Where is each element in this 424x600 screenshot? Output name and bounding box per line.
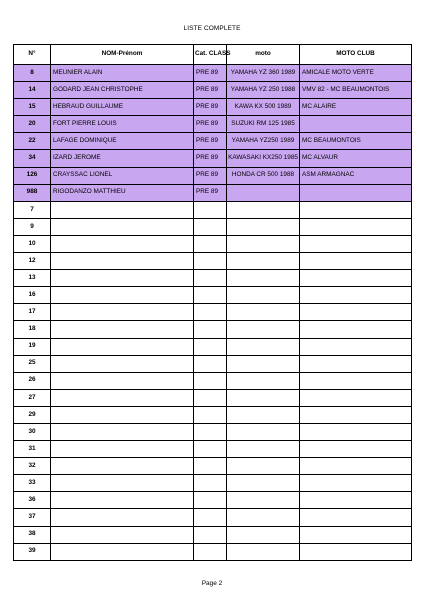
table-row [14,389,412,406]
cell-moto [227,253,300,270]
cell-num: 17 [14,304,51,321]
table-row [14,475,412,492]
cell-name [51,270,194,287]
table-row [14,458,412,475]
table-row [14,184,412,201]
cell-name: IZARD JEROME [51,150,194,167]
cell-cat [194,287,227,304]
cell-moto [227,218,300,235]
cell-num: 27 [14,389,51,406]
cell-club [300,441,412,458]
cell-moto [227,372,300,389]
cell-cat [194,270,227,287]
cell-cat [194,355,227,372]
cell-moto: HONDA CR 500 1988 [227,167,300,184]
cell-cat [194,406,227,423]
cell-moto [227,441,300,458]
cell-num: 31 [14,441,51,458]
cell-cat [194,423,227,440]
cell-name [51,338,194,355]
cell-name: HEBRAUD GUILLAUME [51,99,194,116]
cell-club: VMV 82 - MC BEAUMONTOIS [300,82,412,99]
cell-moto [227,287,300,304]
cell-cat [194,218,227,235]
cell-name [51,441,194,458]
cell-num: 13 [14,270,51,287]
table-header-row [14,45,412,65]
cell-club [300,355,412,372]
cell-club [300,304,412,321]
table-row [14,287,412,304]
table-row [14,99,412,116]
cell-num: 39 [14,543,51,560]
cell-moto: KAWASAKI KX250 1985 [227,150,300,167]
header-name: NOM-Prénom [51,45,194,65]
table-row [14,372,412,389]
cell-moto [227,475,300,492]
cell-num: 34 [14,150,51,167]
cell-club [300,218,412,235]
cell-num: 22 [14,133,51,150]
cell-cat: PRE 89 [194,99,227,116]
cell-club [300,253,412,270]
cell-cat [194,492,227,509]
cell-moto [227,492,300,509]
cell-name [51,372,194,389]
cell-club [300,492,412,509]
cell-cat: PRE 89 [194,184,227,201]
cell-name [51,218,194,235]
cell-moto [227,526,300,543]
header-num: N° [14,45,51,65]
cell-name [51,355,194,372]
table-row [14,509,412,526]
cell-num: 25 [14,355,51,372]
cell-moto: KAWA KX 500 1989 [227,99,300,116]
cell-name [51,304,194,321]
cell-name [51,543,194,560]
table-row [14,441,412,458]
cell-club [300,338,412,355]
cell-club [300,475,412,492]
cell-moto [227,423,300,440]
table-row [14,253,412,270]
cell-moto [227,201,300,218]
cell-name [51,389,194,406]
cell-moto: YAMAHA YZ 360 1989 [227,65,300,82]
cell-cat [194,338,227,355]
cell-num: 26 [14,372,51,389]
table-row [14,270,412,287]
table-row [14,167,412,184]
cell-name: FORT PIERRE LOUIS [51,116,194,133]
cell-cat [194,372,227,389]
cell-cat [194,235,227,252]
cell-club [300,116,412,133]
table-row [14,423,412,440]
cell-cat [194,389,227,406]
cell-club [300,372,412,389]
cell-moto [227,509,300,526]
table-row [14,406,412,423]
cell-num: 32 [14,458,51,475]
cell-name [51,423,194,440]
cell-club: AMICALE MOTO VERTE [300,65,412,82]
cell-moto [227,355,300,372]
cell-cat [194,441,227,458]
cell-num: 29 [14,406,51,423]
cell-num: 15 [14,99,51,116]
cell-name: RIGODANZO MATTHIEU [51,184,194,201]
cell-cat [194,526,227,543]
cell-moto [227,338,300,355]
cell-num: 30 [14,423,51,440]
table-row [14,304,412,321]
cell-num: 19 [14,338,51,355]
table-row [14,321,412,338]
cell-club: MC BEAUMONTOIS [300,133,412,150]
cell-club [300,270,412,287]
cell-moto [227,184,300,201]
cell-moto [227,235,300,252]
cell-club [300,389,412,406]
header-club: MOTO CLUB [300,45,412,65]
page-footer: Page 2 [201,580,223,587]
header-moto: moto [227,45,300,65]
table-row [14,235,412,252]
cell-num: 988 [14,184,51,201]
cell-num: 33 [14,475,51,492]
cell-moto [227,270,300,287]
cell-moto [227,389,300,406]
cell-num: 37 [14,509,51,526]
cell-num: 16 [14,287,51,304]
cell-club [300,423,412,440]
cell-cat [194,543,227,560]
cell-club [300,406,412,423]
cell-num: 14 [14,82,51,99]
cell-club [300,526,412,543]
table-row [14,65,412,82]
cell-cat [194,304,227,321]
cell-club [300,287,412,304]
cell-name [51,526,194,543]
cell-num: 36 [14,492,51,509]
cell-name: GODARD JEAN CHRISTOPHE [51,82,194,99]
cell-num: 10 [14,235,51,252]
table-body [14,65,412,561]
cell-name [51,253,194,270]
cell-club: MC ALVAUR [300,150,412,167]
header-cat: Cat. CLASS [194,45,227,65]
table-row [14,82,412,99]
cell-moto [227,321,300,338]
cell-club [300,543,412,560]
cell-name [51,406,194,423]
cell-cat: PRE 89 [194,65,227,82]
cell-num: 12 [14,253,51,270]
cell-moto [227,406,300,423]
table-row [14,218,412,235]
cell-moto: SUZUKI RM 125 1985 [227,116,300,133]
table-row [14,133,412,150]
cell-moto [227,543,300,560]
cell-club: MC ALAIRE [300,99,412,116]
table-row [14,201,412,218]
cell-name [51,287,194,304]
page-title: LISTE COMPLETE [183,25,241,32]
table-row [14,492,412,509]
cell-num: 7 [14,201,51,218]
cell-club [300,321,412,338]
cell-name: MEUNIER ALAIN [51,65,194,82]
cell-cat: PRE 89 [194,150,227,167]
cell-cat: PRE 89 [194,167,227,184]
cell-num: 8 [14,65,51,82]
cell-club [300,184,412,201]
cell-cat [194,321,227,338]
table-row [14,116,412,133]
cell-moto [227,304,300,321]
cell-num: 126 [14,167,51,184]
cell-cat [194,201,227,218]
table-row [14,150,412,167]
cell-cat: PRE 89 [194,133,227,150]
cell-club [300,201,412,218]
cell-name: CRAYSSAC LIONEL [51,167,194,184]
cell-moto [227,458,300,475]
cell-club: ASM ARMAGNAC [300,167,412,184]
cell-num: 20 [14,116,51,133]
cell-name [51,475,194,492]
cell-name [51,235,194,252]
cell-name [51,492,194,509]
cell-num: 38 [14,526,51,543]
cell-name [51,458,194,475]
cell-cat [194,509,227,526]
table-row [14,355,412,372]
cell-cat: PRE 89 [194,116,227,133]
table-row [14,543,412,560]
cell-moto: YAMAHA YZ 250 1988 [227,82,300,99]
cell-cat: PRE 89 [194,82,227,99]
cell-moto: YAMAHA YZ250 1989 [227,133,300,150]
cell-name [51,321,194,338]
cell-name: LAFAGE DOMINIQUE [51,133,194,150]
cell-cat [194,458,227,475]
table-row [14,526,412,543]
cell-cat [194,475,227,492]
cell-num: 9 [14,218,51,235]
participants-table [13,44,412,561]
cell-num: 18 [14,321,51,338]
cell-club [300,509,412,526]
cell-club [300,235,412,252]
cell-name [51,509,194,526]
cell-cat [194,253,227,270]
cell-name [51,201,194,218]
cell-club [300,458,412,475]
table-row [14,338,412,355]
